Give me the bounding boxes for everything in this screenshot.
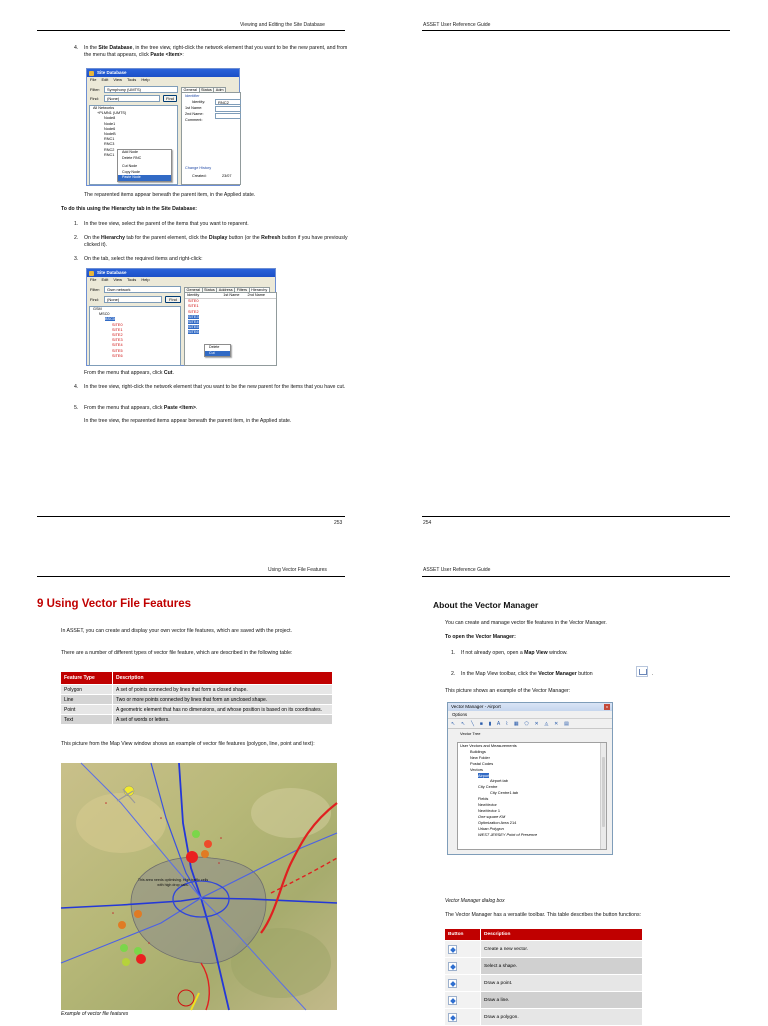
- description-cell: Select a shape.: [481, 958, 643, 975]
- running-header: Viewing and Editing the Site Database: [240, 22, 325, 28]
- header-rule: [37, 30, 345, 31]
- tree-item[interactable]: SITE5: [112, 348, 123, 353]
- menu-tools[interactable]: Tools: [126, 77, 137, 82]
- open-vm-heading: To open the Vector Manager:: [445, 634, 516, 640]
- list-item-selected[interactable]: SITE5: [188, 325, 199, 330]
- map-intro: This picture from the Map View window shows an example of vector file features (polygon, line, point and text):: [61, 741, 315, 747]
- map-text-label: This area needs optimising. High traffic cells with high drop calls.: [137, 878, 209, 887]
- point-marker: [204, 840, 212, 848]
- dialog-menu-bar: [87, 77, 239, 83]
- description-cell: Draw a line.: [481, 992, 643, 1009]
- header-rule-255: [37, 576, 345, 577]
- tree-item[interactable]: RNC1: [104, 152, 115, 157]
- step-5-result: In the tree view, the reparented items appear beneath the parent item, in the Applied state.: [84, 418, 292, 424]
- picture-intro: This picture shows an example of the Vector Manager:: [445, 688, 571, 694]
- filter-label: Filter:: [90, 87, 100, 92]
- dialog-title: Site Database: [87, 269, 275, 277]
- tree-item[interactable]: SITE3: [112, 338, 123, 343]
- table-row: [61, 705, 333, 715]
- vector-tree: [457, 742, 607, 850]
- table-row: [61, 715, 333, 725]
- tree-item[interactable]: Postal Codes: [470, 760, 494, 766]
- tree-item[interactable]: NewVector: [478, 802, 497, 808]
- reparented-note: The reparented items appear beneath the parent item, in the Applied state.: [84, 192, 256, 198]
- close-icon[interactable]: x: [606, 704, 608, 709]
- new-vector-icon: [448, 945, 457, 954]
- header-rule: [422, 30, 730, 31]
- menu-cut[interactable]: Cut: [205, 351, 230, 357]
- vm-caption: Vector Manager dialog box: [445, 898, 505, 904]
- find-select[interactable]: (None): [104, 296, 162, 303]
- tree-item-selected[interactable]: BSC0: [105, 317, 115, 322]
- hierarchy-step-1: 1. In the tree view, select the parent of the items that you want to reparent.: [74, 221, 249, 227]
- tree-item[interactable]: Vectors: [470, 766, 483, 772]
- point-marker: [120, 944, 128, 952]
- feature-type-cell: Text: [61, 715, 113, 725]
- description-cell: Two or more points connected by lines that form an unclosed shape.: [113, 695, 333, 705]
- section-title: About the Vector Manager: [433, 600, 539, 610]
- context-menu: [117, 149, 172, 182]
- tab-general[interactable]: General: [184, 287, 203, 293]
- menu-delete[interactable]: Delete: [209, 345, 220, 349]
- description-cell: A set of points connected by lines that form a closed shape.: [113, 685, 333, 695]
- vector-manager-dialog: [447, 702, 613, 855]
- menu-paste-node[interactable]: Paste Node: [118, 175, 171, 181]
- tree-item[interactable]: NewVector 1: [478, 807, 501, 813]
- vm-menu-options[interactable]: Options: [448, 711, 612, 719]
- tree-item[interactable]: City Centre: [478, 784, 498, 790]
- toolbar-intro: The Vector Manager has a versatile toolbar. This table describes the button functions:: [445, 912, 641, 918]
- table-row: [445, 941, 643, 958]
- list-item[interactable]: SITE1: [188, 304, 199, 309]
- list-item-selected[interactable]: SITE4: [188, 320, 199, 325]
- description-cell: Draw a polygon.: [481, 1009, 643, 1026]
- find-label: Find:: [90, 297, 99, 302]
- vm-toolbar[interactable]: ↖ ↖ ╲ ■ ▮ A ⌇ ▦ ⬠ ✕ ◬ ✕ ▤: [448, 719, 612, 729]
- tree-item[interactable]: Buildings: [470, 748, 486, 754]
- filter-label: Filter:: [90, 287, 100, 292]
- step-4b: 4. In the tree view, right-click the network element that you want to be the new parent for the items that you have cut.: [74, 384, 346, 390]
- page-number: 253: [334, 520, 343, 526]
- tree-item[interactable]: Airport.tab: [490, 778, 508, 784]
- tree-item[interactable]: RNC3: [104, 142, 115, 147]
- cut-instruction: From the menu that appears, click Cut.: [84, 370, 174, 376]
- tree-item[interactable]: One square KM: [478, 813, 506, 819]
- tree-item[interactable]: WEST JERSEY Point of Presence: [478, 831, 538, 837]
- dialog-menu-bar: [87, 277, 275, 283]
- tree-item[interactable]: Optimization Area 214: [478, 819, 517, 825]
- table-row: [445, 1009, 643, 1026]
- hierarchy-step-3: 3. On the tab, select the required items and right-click:: [74, 256, 203, 262]
- hierarchy-step-2: 2. On the Hierarchy tab for the parent element, click the Display button (or the Refresh button if you have previously clicked it).: [74, 235, 348, 248]
- table-row: [61, 685, 333, 695]
- vm-title-text: Vector Manager - Airport: [451, 704, 501, 709]
- tree-item[interactable]: New Folder: [470, 754, 490, 760]
- draw-polygon-icon: [448, 1013, 457, 1022]
- open-step-1: 1. If not already open, open a Map View window.: [451, 650, 568, 656]
- draw-point-icon: [448, 979, 457, 988]
- tab-admin[interactable]: Adm: [213, 87, 226, 93]
- menu-file[interactable]: File: [90, 277, 97, 282]
- change-history-label: Change History: [185, 166, 212, 170]
- point-marker: [186, 851, 198, 863]
- column-second-name[interactable]: 2nd Name: [247, 293, 266, 297]
- table-header-row: [445, 929, 643, 941]
- chapter-title: 9 Using Vector File Features: [37, 598, 192, 610]
- list-item[interactable]: SITE0: [188, 299, 199, 304]
- intro-paragraph: In ASSET, you can create and display your own vector file features, which are saved with the project.: [61, 628, 292, 634]
- tab-general[interactable]: General: [181, 87, 200, 93]
- tree-item[interactable]: Urban Polygon: [478, 825, 504, 831]
- site-database-dialog-2: [86, 268, 276, 366]
- table-header-row: [61, 672, 333, 685]
- vector-manager-toolbar-icon[interactable]: [636, 666, 648, 677]
- find-label: Find:: [90, 96, 99, 101]
- step-4: 4. In the Site Database, in the tree view, right-click the network element that you want to be the new parent, and from the menu that appears, click Paste <Item>:: [74, 45, 348, 58]
- point-marker: [136, 954, 146, 964]
- menu-file[interactable]: File: [90, 77, 97, 82]
- first-name-input[interactable]: [215, 106, 241, 112]
- vector-tree-label: Vector Tree: [460, 731, 481, 736]
- feature-type-table: [60, 671, 333, 725]
- step-5: 5. From the menu that appears, click Paste <Item>.: [74, 405, 198, 411]
- list-item-selected[interactable]: SITE3: [188, 314, 199, 319]
- tree-item[interactable]: SITE2: [112, 333, 123, 338]
- page-number-254: 254: [423, 520, 432, 526]
- tree-item[interactable]: Node6: [104, 126, 116, 131]
- tab-status[interactable]: Status: [202, 287, 218, 293]
- find-button[interactable]: Find: [163, 95, 177, 102]
- tree-item[interactable]: All Networks: [93, 106, 115, 110]
- column-identity[interactable]: Identity: [187, 293, 200, 297]
- list-item[interactable]: SITE2: [188, 309, 199, 314]
- description-cell: A set of words or letters.: [113, 715, 333, 725]
- tree-item[interactable]: SITE1: [112, 327, 123, 332]
- context-menu: [204, 344, 231, 357]
- list-item-selected[interactable]: SITE6: [188, 330, 199, 335]
- running-header-255: Using Vector File Features: [268, 567, 327, 573]
- created-value: 23/07: [222, 174, 232, 178]
- feature-type-cell: Polygon: [61, 685, 113, 695]
- created-label: Created:: [192, 174, 207, 178]
- tree-item[interactable]: User Vectors and Measurements: [460, 743, 517, 748]
- tab-address[interactable]: Address: [216, 287, 235, 293]
- header-description: Description: [481, 929, 643, 941]
- filter-select[interactable]: Symphony (UMTS): [104, 86, 178, 93]
- table-row: [445, 975, 643, 992]
- page-254: [384, 0, 768, 512]
- menu-copy-node[interactable]: Copy Node: [122, 169, 140, 174]
- map-caption: Example of vector file features: [61, 1011, 129, 1017]
- identity-input[interactable]: RNC2: [215, 99, 241, 105]
- vertical-scrollbar[interactable]: [600, 743, 606, 849]
- feature-type-cell: Line: [61, 695, 113, 705]
- identifier-group-label: Identifier: [185, 94, 200, 98]
- tree-item[interactable]: GSM: [93, 307, 102, 311]
- hierarchy-heading: To do this using the Hierarchy tab in the Site Database:: [61, 206, 197, 212]
- types-intro: There are a number of different types of vector file feature, which are described in the following table:: [61, 650, 293, 656]
- tab-hierarchy[interactable]: Hierarchy: [249, 287, 270, 293]
- running-header: ASSET User Reference Guide: [423, 22, 491, 28]
- header-button: Button: [445, 929, 481, 941]
- tree-item[interactable]: MSC0: [99, 312, 110, 317]
- column-first-name[interactable]: 1st Name: [223, 293, 240, 297]
- second-name-label: 2nd Name:: [185, 112, 204, 116]
- draw-line-icon: [448, 996, 457, 1005]
- open-step-2: 2. In the Map View toolbar, click the Vector Manager button: [451, 671, 593, 677]
- feature-type-cell: Point: [61, 705, 113, 715]
- menu-view[interactable]: View: [113, 77, 122, 82]
- description-cell: Create a new vector.: [481, 941, 643, 958]
- vm-intro: You can create and manage vector file features in the Vector Manager.: [445, 620, 607, 626]
- tree-item[interactable]: City Centre1.tab: [490, 790, 519, 796]
- point-marker: [192, 830, 200, 838]
- menu-delete-rnc[interactable]: Delete RNC: [122, 155, 142, 160]
- table-row: [61, 695, 333, 705]
- tree-item[interactable]: NodeB: [104, 132, 116, 137]
- general-panel: [181, 92, 241, 185]
- menu-tools[interactable]: Tools: [126, 277, 137, 282]
- second-name-input[interactable]: [215, 113, 241, 119]
- running-header-256: ASSET User Reference Guide: [423, 567, 491, 573]
- tree-item[interactable]: Node8: [104, 116, 116, 121]
- tab-status[interactable]: Status: [199, 87, 215, 93]
- header-description: Description: [113, 672, 333, 685]
- point-marker: [122, 958, 130, 966]
- tree-item[interactable]: SITE6: [112, 353, 123, 358]
- tree-item-selected[interactable]: Airport: [478, 772, 490, 778]
- tree-item[interactable]: SITE0: [112, 322, 123, 327]
- site-database-dialog-1: [86, 68, 240, 186]
- menu-cut-node[interactable]: Cut Node: [122, 164, 138, 168]
- comment-label: Comment:: [185, 118, 203, 122]
- tree-item[interactable]: RNC1: [104, 137, 115, 142]
- menu-view[interactable]: View: [113, 277, 122, 282]
- find-select[interactable]: (None): [104, 95, 160, 102]
- first-name-label: 1st Name:: [185, 106, 203, 110]
- footer-rule: [37, 516, 345, 517]
- menu-help[interactable]: Help: [141, 277, 150, 282]
- point-marker: [118, 921, 126, 929]
- menu-edit[interactable]: Edit: [101, 77, 109, 82]
- menu-edit[interactable]: Edit: [101, 277, 109, 282]
- identity-label: Identity:: [192, 100, 206, 104]
- tree-item[interactable]: SITE4: [112, 343, 123, 348]
- map-view-image: [61, 763, 337, 1010]
- table-row: [445, 992, 643, 1009]
- point-marker: [134, 910, 142, 918]
- vm-title: [448, 703, 612, 711]
- point-marker: [201, 850, 209, 858]
- menu-help[interactable]: Help: [141, 77, 150, 82]
- open-step-2-period: .: [652, 671, 654, 677]
- tree-item-selected[interactable]: RNC2: [104, 147, 115, 152]
- footer-rule: [422, 516, 730, 517]
- description-cell: Draw a point.: [481, 975, 643, 992]
- point-marker: [134, 947, 142, 955]
- header-feature-type: Feature Type: [61, 672, 113, 685]
- select-shape-icon: [448, 962, 457, 971]
- tree-item[interactable]: +PLMN1 (UMTS): [97, 111, 127, 116]
- find-button[interactable]: Find: [165, 296, 181, 303]
- table-row: [445, 958, 643, 975]
- tree-item[interactable]: Fields: [478, 796, 489, 802]
- button-function-table: [444, 928, 643, 1026]
- network-tree: [89, 306, 181, 366]
- filter-select[interactable]: Gsm network: [104, 286, 181, 293]
- header-rule-256: [422, 576, 730, 577]
- menu-add-node[interactable]: Add Node: [122, 150, 138, 154]
- dialog-title: Site Database: [87, 69, 239, 77]
- tab-filters[interactable]: Filters: [234, 287, 249, 293]
- description-cell: A geometric element that has no dimensions, and whose position is based on its coordinates.: [113, 705, 333, 715]
- page-253: [0, 0, 384, 526]
- tree-item[interactable]: Node1: [104, 121, 116, 126]
